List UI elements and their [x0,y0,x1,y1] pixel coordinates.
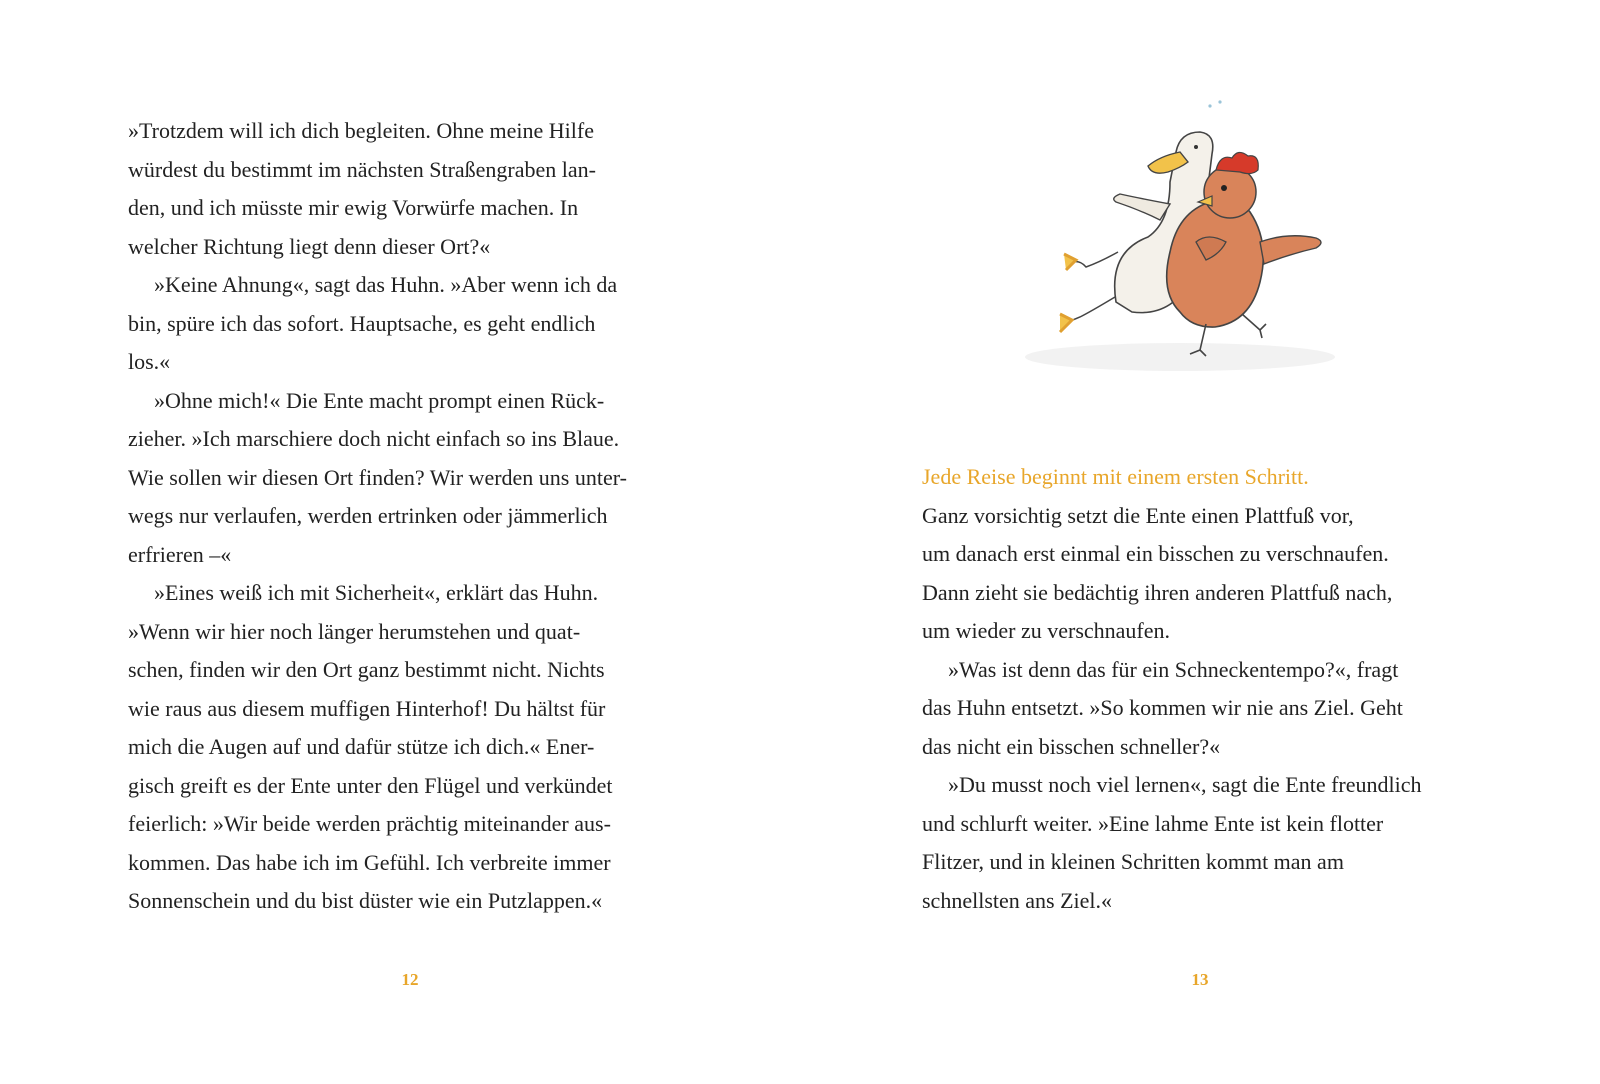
text-line: los.« [128,349,171,374]
right-page-text [922,458,1522,920]
text-line: bin, spüre ich das sofort. Hauptsache, es geht endlich [128,310,596,336]
text-line: Dann zieht sie bedächtig ihren anderen Plattfuß nach, [922,579,1393,605]
text-line: Wie sollen wir diesen Ort finden? Wir werden uns unter- [128,464,627,490]
text-line: welcher Richtung liegt denn dieser Ort?« [128,233,491,259]
left-page-text [128,112,688,921]
text-line: Sonnenschein und du bist düster wie ein Putzlappen.« [128,888,603,913]
text-line: »Du musst noch viel lernen«, sagt die Ente freundlich [948,772,1422,797]
text-line: Ganz vorsichtig setzt die Ente einen Plattfuß vor, [922,502,1354,528]
text-line: mich die Augen auf und dafür stütze ich dich.« Ener- [128,734,595,759]
text-line: gisch greift es der Ente unter den Flügel und verkündet [128,772,613,798]
text-line: schnellsten ans Ziel.« [922,887,1113,913]
text-line: wegs nur verlaufen, werden ertrinken oder jämmerlich [128,503,608,528]
page-number-left: 12 [401,970,419,989]
page-number-right: 13 [1191,970,1209,989]
text-line: kommen. Das habe ich im Gefühl. Ich verbreite immer [128,849,611,875]
text-line: »Trotzdem will ich dich begleiten. Ohne meine Hilfe [128,118,594,143]
text-line: »Keine Ahnung«, sagt das Huhn. »Aber wenn ich da [154,272,618,297]
text-line: um danach erst einmal ein bisschen zu verschnaufen. [922,541,1389,566]
text-line: Flitzer, und in kleinen Schritten kommt man am [922,849,1344,874]
chapter-heading: Jede Reise beginnt mit einem ersten Schritt. [922,464,1309,489]
text-line: das nicht ein bisschen schneller?« [922,733,1221,759]
text-line: das Huhn entsetzt. »So kommen wir nie ans Ziel. Geht [922,695,1403,720]
text-line: schen, finden wir den Ort ganz bestimmt nicht. Nichts [128,657,605,682]
text-line: »Wenn wir hier noch länger herumstehen und quat- [128,618,581,644]
text-line: den, und ich müsste mir ewig Vorwürfe machen. In [128,195,579,220]
text-line: feierlich: »Wir beide werden prächtig miteinander aus- [128,811,611,836]
text-line: um wieder zu verschnaufen. [922,618,1171,643]
text-line: würdest du bestimmt im nächsten Straßengraben lan- [128,156,596,182]
right-page [800,0,1600,1084]
text-line: »Eines weiß ich mit Sicherheit«, erklärt das Huhn. [154,580,599,605]
text-line: »Ohne mich!« Die Ente macht prompt einen Rück- [154,387,605,413]
text-line: wie raus aus diesem muffigen Hinterhof! Du hältst für [128,695,606,721]
duck-and-hen-illustration-icon [1020,92,1360,392]
text-line: erfrieren –« [128,541,232,567]
text-line: »Was ist denn das für ein Schneckentempo?«, fragt [948,656,1399,682]
text-line: und schlurft weiter. »Eine lahme Ente ist kein flotter [922,810,1384,836]
text-line: zieher. »Ich marschiere doch nicht einfach so ins Blaue. [128,426,620,451]
